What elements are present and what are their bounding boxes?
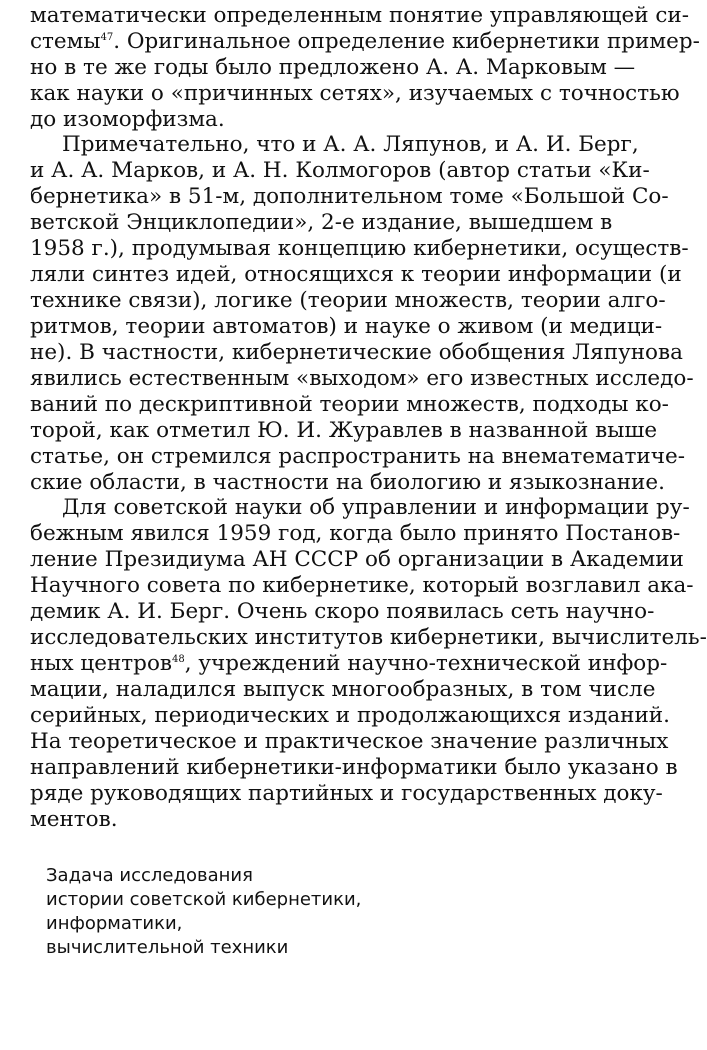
text-line: и А. А. Марков, и А. Н. Колмогоров (автор статьи «Ки- [30, 158, 650, 183]
text-line: но в те же годы было предложено А. А. Марковым — [30, 55, 636, 80]
heading-line: истории советской кибернетики, [46, 889, 362, 910]
text-line [30, 650, 668, 678]
text-line: На теоретическое и практическое значение различных [30, 729, 669, 754]
text-line: Научного совета по кибернетике, который возглавил ака- [30, 573, 694, 598]
text-line: ские области, в частности на биологию и языкознание. [30, 470, 665, 495]
text-line: ление Президиума АН СССР об организации в Академии [30, 547, 684, 572]
text-line: ритмов, теории автоматов) и науке о живом (и медици- [30, 314, 663, 339]
text-line: ляли синтез идей, относящихся к теории информации (и [30, 262, 682, 287]
text-line: 1958 г.), продумывая концепцию кибернетики, осуществ- [30, 236, 689, 261]
text-line: как науки о «причинных сетях», изучаемых с точностью [30, 81, 680, 106]
heading-line: информатики, [46, 913, 183, 934]
text-line: демик А. И. Берг. Очень скоро появилась сеть научно- [30, 599, 655, 624]
text-line: мации, наладился выпуск многообразных, в том числе [30, 677, 656, 702]
text-line: исследовательских институтов кибернетики, вычислитель- [30, 625, 707, 650]
heading-line: Задача исследования [46, 865, 253, 886]
text-line: ветской Энциклопедии», 2-е издание, вышедшем в [30, 210, 613, 235]
text-line: явились естественным «выходом» его известных исследо- [30, 366, 694, 391]
text-line: ваний по дескриптивной теории множеств, подходы ко- [30, 392, 669, 417]
text-line: Для советской науки об управлении и информации ру- [62, 495, 690, 520]
text-line [30, 28, 700, 56]
text-line: технике связи), логике (теории множеств, теории алго- [30, 288, 666, 313]
text-line: серийных, периодических и продолжающихся изданий. [30, 703, 670, 728]
text-fragment: ных центров [30, 651, 172, 676]
text-line: до изоморфизма. [30, 107, 225, 132]
text-fragment: стемы [30, 29, 101, 54]
section-heading [46, 864, 361, 960]
text-line: бернетика» в 51-м, дополнительном томе «Большой Со- [30, 184, 669, 209]
text-line: ряде руководящих партийных и государственных доку- [30, 781, 663, 806]
text-line: статье, он стремился распространить на внематематиче- [30, 444, 685, 469]
text-line: математически определенным понятие управляющей си- [30, 3, 690, 28]
text-line: торой, как отметил Ю. И. Журавлев в названной выше [30, 418, 658, 443]
text-fragment: , учреждений научно-технической инфор- [184, 651, 668, 676]
text-line: не). В частности, кибернетические обобщения Ляпунова [30, 340, 683, 365]
footnote-ref: 48 [172, 654, 185, 665]
heading-line: вычислительной техники [46, 937, 289, 958]
text-line: направлений кибернетики-информатики было указано в [30, 755, 678, 780]
text-line: Примечательно, что и А. А. Ляпунов, и А. И. Берг, [62, 132, 639, 157]
text-line: бежным явился 1959 год, когда было принято Постанов- [30, 521, 681, 546]
text-fragment: . Оригинальное определение кибернетики пример- [113, 29, 700, 54]
footnote-ref: 47 [100, 32, 114, 43]
text-line: ментов. [30, 807, 118, 832]
